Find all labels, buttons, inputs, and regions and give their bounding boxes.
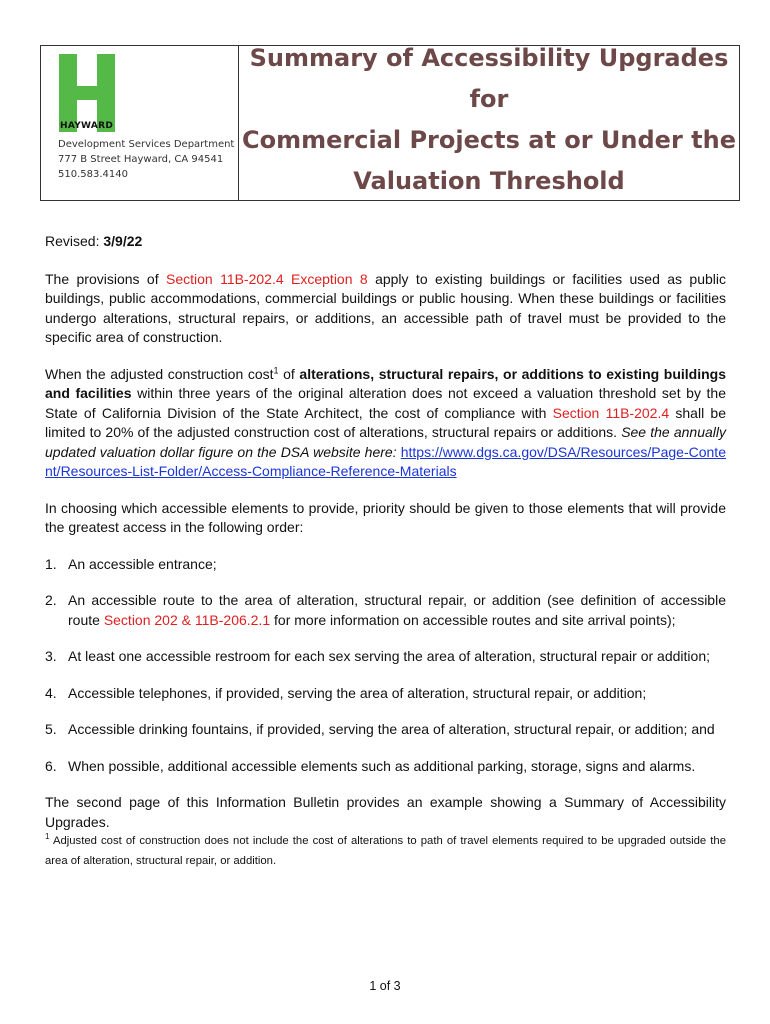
para2-italic: See the annually updated valuation dollar figure on the DSA website here: xyxy=(45,424,726,460)
revised-line xyxy=(45,232,726,252)
para1-post: apply to existing buildings or facilities used as public buildings, public accommodations, commercial buildings or public housing. When these buildings or facilities undergo alterations, structural repairs, or additions, an accessible path of travel must be provided to the specific area of construction. xyxy=(45,270,726,345)
list-number: 2. xyxy=(45,592,57,608)
list-text-post: for more information on accessible routes and site arrival points); xyxy=(270,611,676,628)
revised-label: Revised: xyxy=(45,233,104,249)
title-line-3: Valuation Threshold xyxy=(353,167,625,195)
list-number: 4. xyxy=(45,684,57,701)
street-address: 777 B Street Hayward, CA 94541 xyxy=(58,154,224,165)
page-title xyxy=(239,38,739,202)
list-item xyxy=(45,591,726,630)
list-number: 1. xyxy=(45,555,57,572)
document-body xyxy=(45,232,726,871)
section-link-11b-202-4-exception-8[interactable]: Section 11B-202.4 Exception 8 xyxy=(165,270,368,287)
priority-list xyxy=(45,555,726,777)
header-box xyxy=(40,45,740,201)
list-number: 3. xyxy=(45,648,57,664)
footnote-reference: 1 xyxy=(273,364,279,375)
list-item xyxy=(45,684,726,704)
para2-pre: When the adjusted construction cost xyxy=(45,365,274,382)
title-line-1: Summary of Accessibility Upgrades for xyxy=(249,44,729,113)
department-address xyxy=(58,137,234,182)
list-text-pre: An accessible route to the area of alteration, structural repair, or addition (see definition of accessible route xyxy=(68,592,726,628)
para2-mid: of xyxy=(278,365,300,382)
title-line-2: Commercial Projects at or Under the xyxy=(242,126,736,154)
logo-wordmark: HAYWARD xyxy=(60,121,114,131)
list-number: 6. xyxy=(45,757,57,774)
para2-post: within three years of the original alteration does not exceed a valuation threshold set by the State of California Division of the State Architect, the cost of compliance with xyxy=(45,385,726,421)
page-number: 1 of 3 xyxy=(369,979,401,993)
footnote-mark: 1 xyxy=(45,832,50,842)
list-item xyxy=(45,555,726,575)
paragraph-second-page: The second page of this Information Bulletin provides an example showing a Summary of Accessibility Upgrades. xyxy=(45,794,726,830)
footnote-text: Adjusted cost of construction does not include the cost of alterations to path of travel elements required to be upgraded outside the area of alteration, structural repair, or addition. xyxy=(45,835,726,867)
list-item xyxy=(45,720,726,740)
list-text xyxy=(68,591,726,630)
list-text: Accessible telephones, if provided, serving the area of alteration, structural repair, or addition; xyxy=(68,684,647,701)
para2-post2: shall be limited to 20% of the adjusted construction cost of alterations, structural repairs or additions. xyxy=(45,404,726,440)
list-text: At least one accessible restroom for each sex serving the area of alteration, structural repair or addition; xyxy=(68,648,710,664)
para2-bold: alterations, structural repairs, or additions to existing buildings and facilities xyxy=(45,365,726,401)
section-link-11b-202-4[interactable]: Section 11B-202.4 xyxy=(552,404,670,421)
header-title-area xyxy=(239,46,739,200)
dsa-url-link[interactable]: https://www.dgs.ca.gov/DSA/Resources/Page-Content/Resources-List-Folder/Access-Compliance-Reference-Materials xyxy=(45,443,726,479)
revised-date: 3/9/22 xyxy=(103,233,143,249)
department-name: Development Services Department xyxy=(58,139,235,150)
header-left xyxy=(41,46,239,200)
list-item xyxy=(45,757,726,777)
footnote xyxy=(45,832,726,871)
list-number: 5. xyxy=(45,721,57,737)
list-item xyxy=(45,647,726,667)
paragraph-valuation xyxy=(45,365,726,482)
section-link-202-11b-206-2-1[interactable]: Section 202 & 11B-206.2.1 xyxy=(103,611,271,628)
list-text: Accessible drinking fountains, if provided, serving the area of alteration, structural repair, or addition; and xyxy=(68,721,715,737)
paragraph-priority: In choosing which accessible elements to provide, priority should be given to those elements that will provide the greatest access in the following order: xyxy=(45,499,726,535)
phone-number: 510.583.4140 xyxy=(58,169,128,180)
para1-pre: The provisions of xyxy=(45,270,166,287)
list-text: An accessible entrance; xyxy=(68,555,217,572)
list-text: When possible, additional accessible elements such as additional parking, storage, signs and alarms. xyxy=(68,757,696,774)
paragraph-provisions xyxy=(45,270,726,348)
